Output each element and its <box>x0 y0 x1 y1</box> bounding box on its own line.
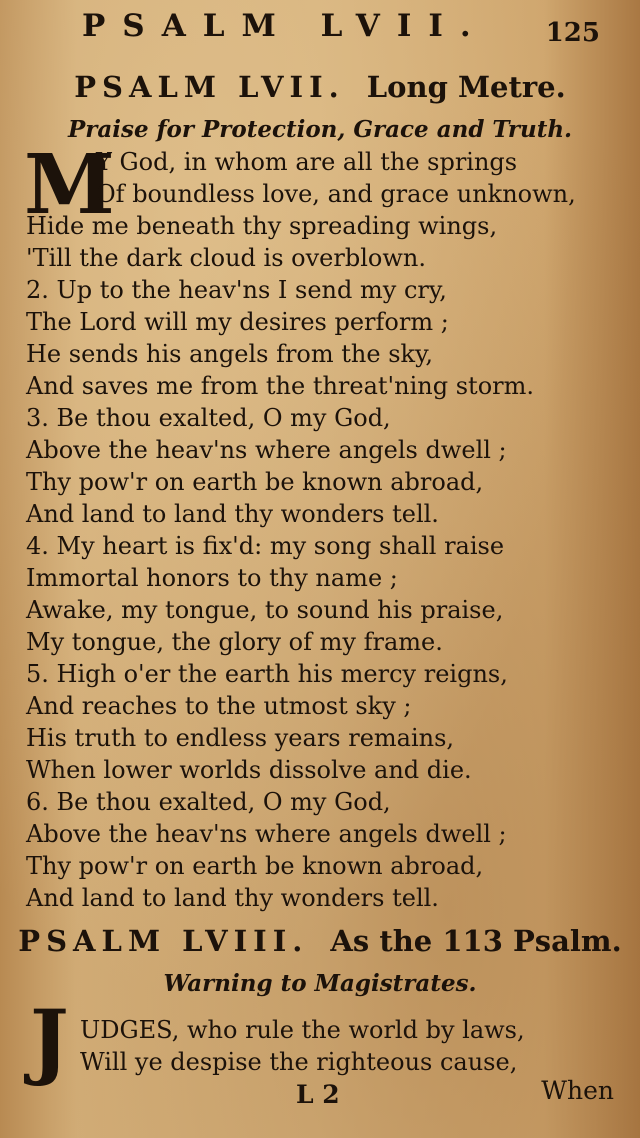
psalm-57-line: Thy pow'r on earth be known abroad, <box>26 852 484 880</box>
psalm-57-line: Above the heav'ns where angels dwell ; <box>26 436 507 464</box>
page-number: 125 <box>545 18 600 48</box>
psalm-57-line: 'Till the dark cloud is overblown. <box>26 244 426 272</box>
psalm-57-line: When lower worlds dissolve and die. <box>26 756 472 784</box>
psalm-57-line: 2. Up to the heav'ns I send my cry, <box>26 276 447 304</box>
psalm-57-line: His truth to endless years remains, <box>26 724 455 752</box>
running-head <box>0 8 640 48</box>
psalm-57-line: And land to land thy wonders tell. <box>26 500 439 528</box>
psalm-57-line: And land to land thy wonders tell. <box>26 884 439 912</box>
psalm-58-title: PSALM LVIII. <box>18 924 309 958</box>
psalm-58-subtitle: Warning to Magistrates. <box>163 970 477 997</box>
running-title: PSALM LVII. <box>82 8 488 44</box>
psalm-57-line: Awake, my tongue, to sound his praise, <box>26 596 504 624</box>
psalm-57-line: He sends his angels from the sky, <box>26 340 434 368</box>
psalm-58-line: UDGES, who rule the world by laws, <box>80 1016 525 1044</box>
catchword: When <box>541 1076 614 1105</box>
psalm-57-dropcap: M <box>24 137 115 233</box>
psalm-57-line: Immortal honors to thy name ; <box>26 564 398 592</box>
psalm-57-line: My tongue, the glory of my frame. <box>26 628 443 656</box>
psalm-57-heading <box>0 70 640 104</box>
psalm-57-line: 4. My heart is fix'd: my song shall raise <box>26 532 505 560</box>
psalm-57-line: Y God, in whom are all the springs <box>96 148 518 176</box>
signature-mark: L 2 <box>296 1080 340 1109</box>
psalm-57-title: PSALM LVII. <box>74 70 345 104</box>
psalm-57-line: 5. High o'er the earth his mercy reigns, <box>26 660 508 688</box>
psalm-58-line: Will ye despise the righteous cause, <box>80 1048 518 1076</box>
psalm-58-dropcap: J <box>30 993 69 1089</box>
psalm-57-line: 6. Be thou exalted, O my God, <box>26 788 391 816</box>
psalm-57-subtitle: Praise for Protection, Grace and Truth. <box>67 116 573 143</box>
psalm-57-line: The Lord will my desires perform ; <box>26 308 449 336</box>
psalm-58-heading <box>0 924 640 958</box>
psalm-57-line: Hide me beneath thy spreading wings, <box>26 212 498 240</box>
psalm-57-line: 3. Be thou exalted, O my God, <box>26 404 391 432</box>
psalm-57-line: Thy pow'r on earth be known abroad, <box>26 468 484 496</box>
psalm-57-line: Of boundless love, and grace unknown, <box>96 180 576 208</box>
psalm-58-meter: As the 113 Psalm. <box>330 924 622 958</box>
psalm-57-meter: Long Metre. <box>366 70 566 104</box>
psalm-57-line: Above the heav'ns where angels dwell ; <box>26 820 507 848</box>
psalm-57-line: And reaches to the utmost sky ; <box>26 692 412 720</box>
psalm-57-line: And saves me from the threat'ning storm. <box>26 372 535 400</box>
